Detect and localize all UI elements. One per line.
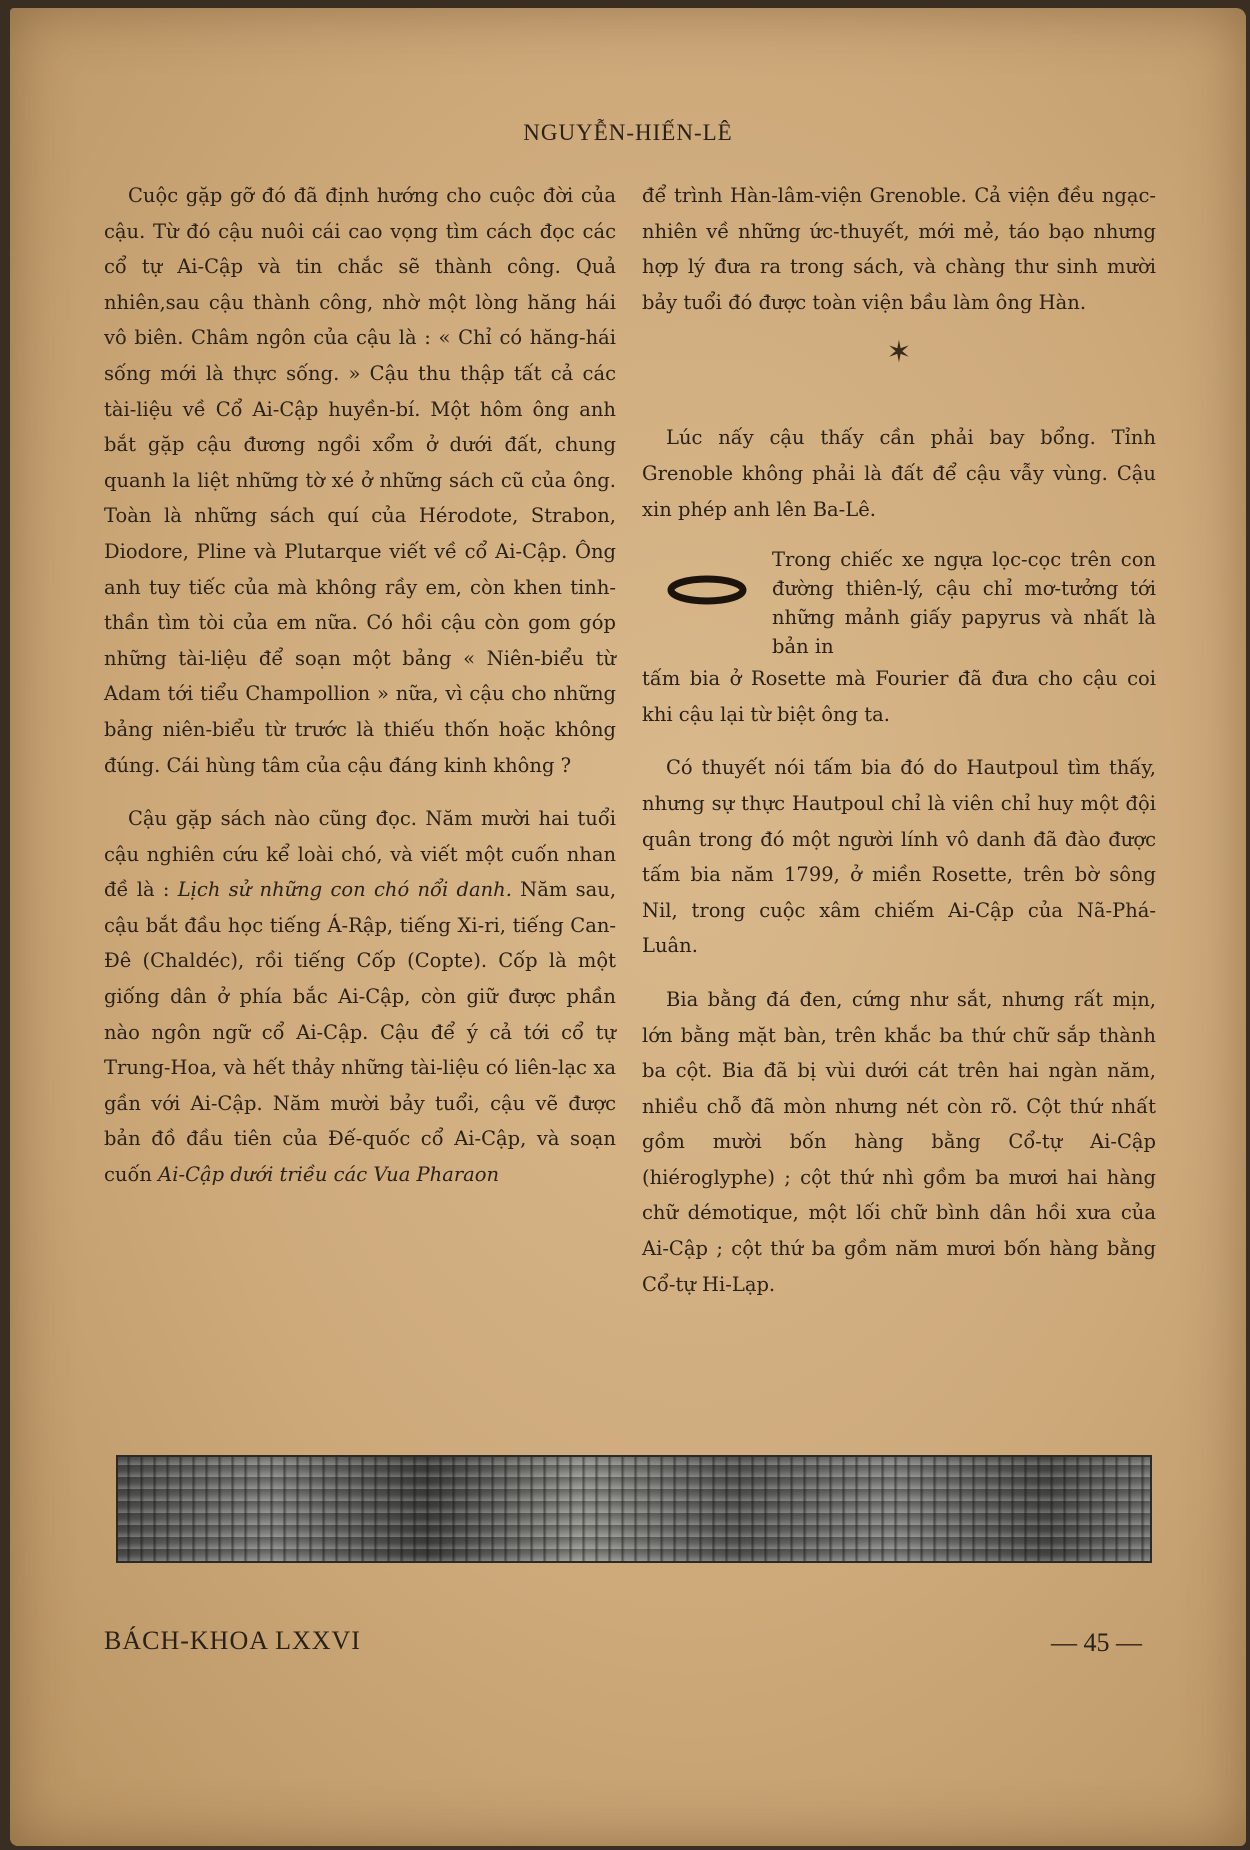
section-star-icon: ✶: [886, 335, 912, 371]
paragraph: Bia bằng đá đen, cứng như sắt, nhưng rất mịn, lớn bằng mặt bàn, trên khắc ba thứ chữ sắp thành ba cột. Bia đã bị vùi dưới cát trên hai ngàn năm, nhiều chỗ đã mòn nhưng nét còn rõ. Cột thứ nhất gồm mười bốn hàng bằng Cổ-tự Ai-Cập (hiéroglyphe) ; cột thứ nhì gồm ba mươi hai hàng chữ démotique, một lối chữ bình dân hồi xưa của Ai-Cập ; cột thứ ba gồm năm mươi bốn hàng bằng Cổ-tự Hi-Lạp.: [642, 987, 1156, 1296]
page-number: — 45 —: [1051, 1628, 1142, 1657]
magazine-title: BÁCH-KHOA LXXVI: [104, 1626, 361, 1655]
letter-o-ornament-icon: [642, 545, 772, 635]
paragraph: Cuộc gặp gỡ đó đã định hướng cho cuộc đời của cậu. Từ đó cậu nuôi cái cao vọng tìm cách đọc các cổ tự Ai-Cập và tin chắc sẽ thành công. Quả nhiên,sau cậu thành công, nhờ một lòng hăng hái vô biên. Châm ngôn của cậu là : « Chỉ có hăng-hái sống mới là thực sống. » Cậu thu thập tất cả các tài-liệu về Cổ Ai-Cập huyền-bí. Một hôm ông anh bắt gặp cậu đương ngồi xổm ở dưới đất, chung quanh la liệt những tờ xé ở những sách cũ của ông. Toàn là những sách quí của Hérodote, Strabon, Diodore, Pline và Plutarque viết về cổ Ai-Cập. Ông anh tuy tiếc của mà không rầy em, còn khen tinh-thần tìm tòi của em nữa. Có hồi cậu còn gom góp những tài-liệu để soạn một bảng « Niên-biểu từ Adam tới tiểu Champollion » nữa, vì cậu cho những bảng niên-biểu từ trước là thiếu thốn hoặc không đúng. Cái hùng tâm của cậu đáng kinh không ?: [104, 184, 616, 777]
running-header: NGUYỄN-HIẾN-LÊ: [523, 120, 733, 145]
paragraph-rest: tấm bia ở Rosette mà Fourier đã đưa cho cậu coi khi cậu lại từ biệt ông ta.: [642, 667, 1156, 726]
paragraph: để trình Hàn-lâm-viện Grenoble. Cả viện đều ngạc-nhiên về những ức-thuyết, mới mẻ, táo bạo nhưng hợp lý đưa ra trong sách, và chàng thư sinh mười bảy tuổi đó được toàn viện bầu làm ông Hàn.: [642, 184, 1156, 314]
paragraph: Có thuyết nói tấm bia đó do Hautpoul tìm thấy, nhưng sự thực Hautpoul chỉ là viên chỉ huy một đội quân trong đó một người lính vô danh đã đào được tấm bia năm 1799, ở miền Rosette, trên bờ sông Nil, trong cuộc xâm chiếm Ai-Cập của Nã-Phá-Luân.: [642, 756, 1156, 958]
book-title: Ai-Cập dưới triều các Vua Pharaon: [158, 1163, 500, 1187]
book-title: Lịch sử những con chó nổi danh.: [177, 878, 512, 902]
paragraph: Lúc nấy cậu thấy cần phải bay bổng. Tỉnh Grenoble không phải là đất để cậu vẫy vùng. Cậu xin phép anh lên Ba-Lê.: [642, 426, 1156, 521]
paragraph: Cậu gặp sách nào cũng đọc. Năm mười hai tuổi cậu nghiên cứu kể loài chó, và viết một cuốn nhan đề là : Lịch sử những con chó nổi danh. Năm sau, cậu bắt đầu học tiếng Á-Rập, tiếng Xi-ri, tiếng Can-Đê (Chaldéc), rồi tiếng Cốp (Copte). Cốp là một giống dân ở phía bắc Ai-Cập, còn giữ được phần nào ngôn ngữ cổ Ai-Cập. Cậu để ý cả tới cổ tự Trung-Hoa, và hết thảy những tài-liệu có liên-lạc xa gần với Ai-Cập. Năm mười bảy tuổi, cậu vẽ được bản đồ đầu tiên của Đế-quốc cổ Ai-Cập, và soạn cuốn Ai-Cập dưới triều các Vua Pharaon: [104, 807, 617, 1187]
paragraph-lead: Trong chiếc xe ngựa lọc-cọc trên con đường thiên-lý, cậu chỉ mơ-tưởng tới những mảnh giấy papyrus và nhất là bản in: [772, 548, 1156, 659]
magazine-page: [10, 8, 1246, 1846]
right-column: [642, 178, 1156, 1320]
dropcap-paragraph: [642, 545, 1156, 732]
left-column: [104, 178, 616, 1211]
hieroglyph-frieze-image: [116, 1455, 1152, 1563]
